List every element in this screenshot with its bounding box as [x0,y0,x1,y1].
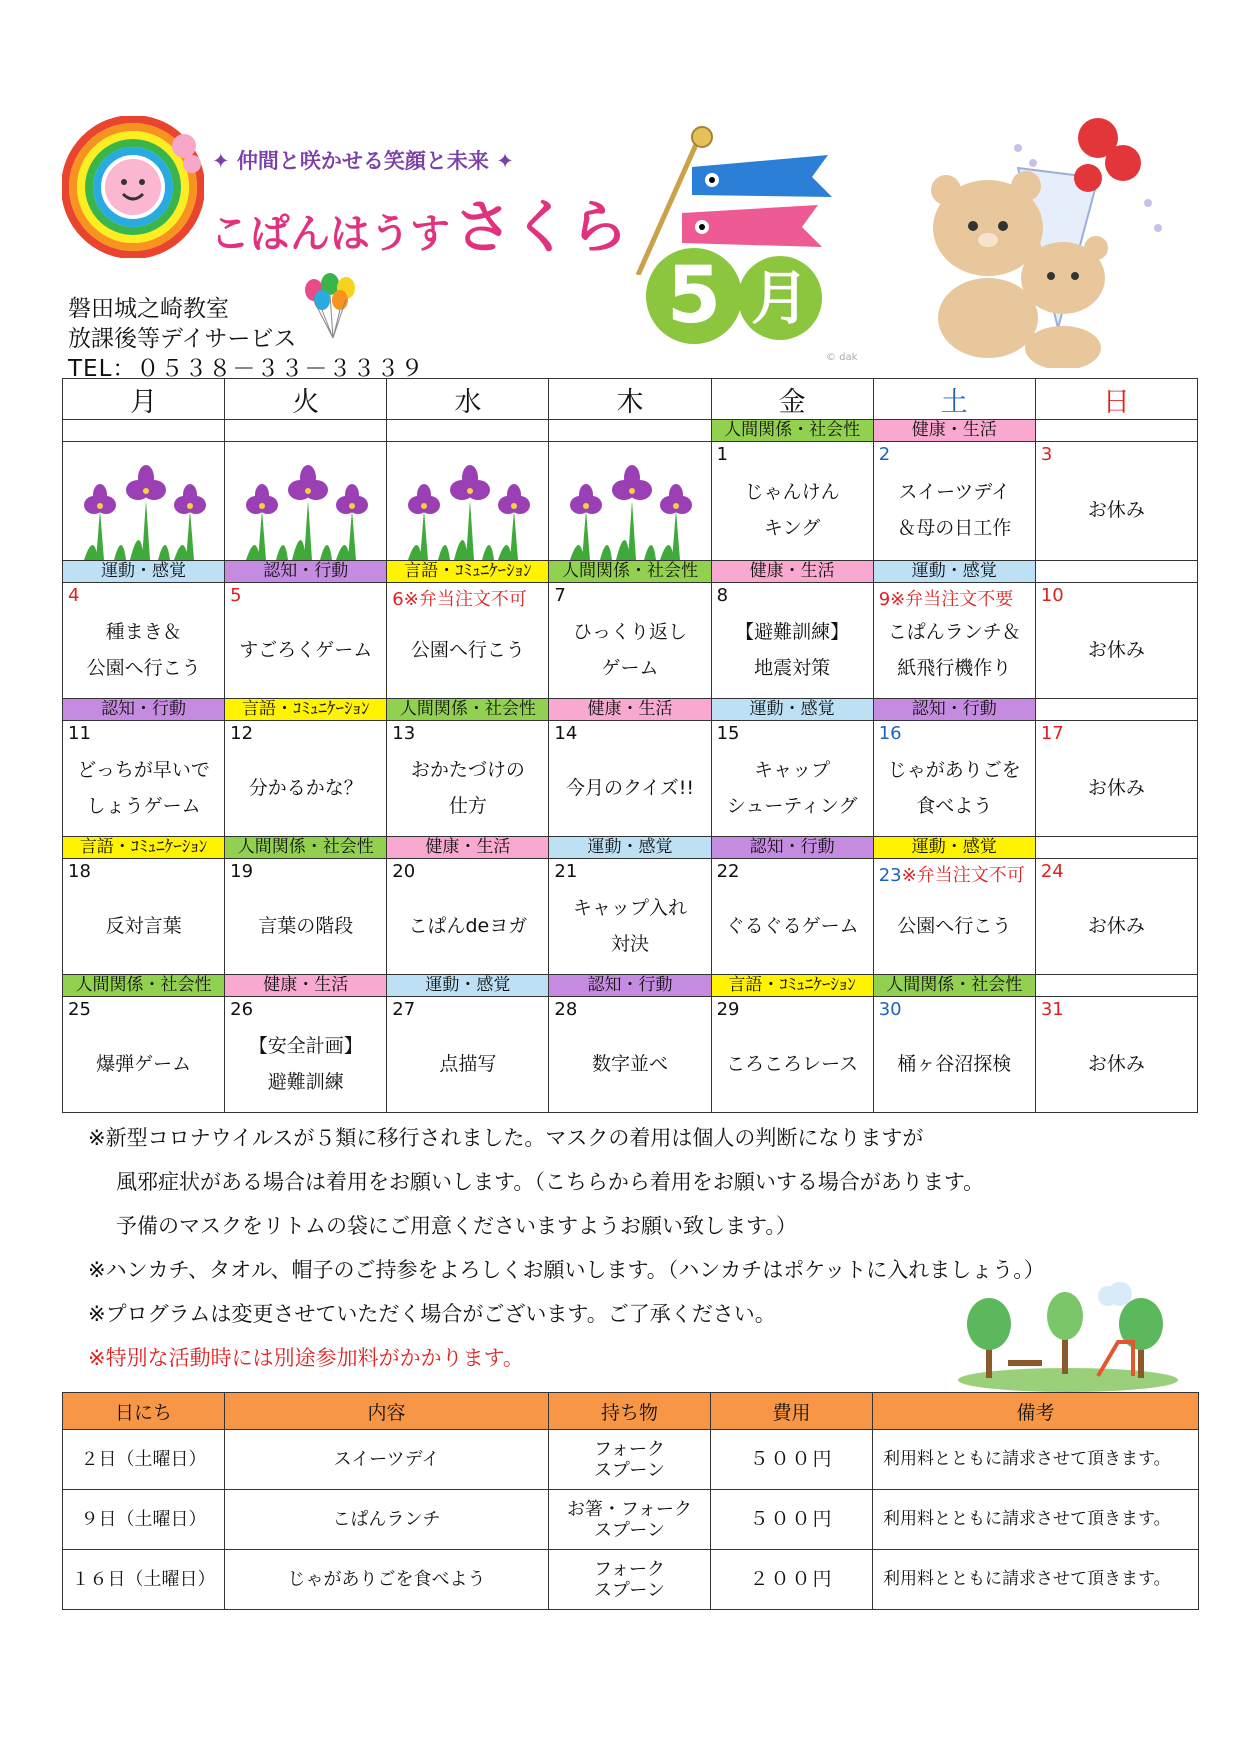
day-cell [1035,997,1197,1113]
day-cell [1035,442,1197,561]
fee-table [62,1392,1199,1610]
category-label [1035,561,1197,583]
day-number: 28 [554,999,578,1020]
category-label [549,420,711,442]
activity [1036,460,1197,560]
day-number: 1 [716,444,729,465]
activity-line: 【避難訓練】 [735,620,850,643]
service-name: 放課後等デイサービス [68,326,297,352]
activity [712,877,873,974]
day-number: 31 [1040,999,1064,1020]
note-line: 予備のマスクをリトムの袋にご用意くださいますようお願い致します。） [116,1214,797,1238]
activity-line: 反対言葉 [105,914,182,937]
weekday-fri: 金 [711,379,873,420]
fee-items [549,1430,711,1490]
day-number: 20 [392,861,416,882]
month-number: 5 [646,248,742,344]
illustration-credit: © dak [826,352,858,363]
week-row [63,442,1198,561]
category-row [63,699,1198,721]
day-cell [225,997,387,1113]
fee-header-items: 持ち物 [549,1393,711,1430]
fee-remarks: 利用料とともに請求させて頂きます。 [873,1550,1199,1610]
category-label [1035,837,1197,859]
month-kanji: 月 [738,256,822,340]
day-number: 27 [392,999,416,1020]
activity-line: 紙飛行機作り [897,656,1012,679]
monthly-calendar [62,378,1198,1113]
activity [1036,877,1197,974]
note-line: ※新型コロナウイルスが５類に移行されました。マスクの着用は個人の判断になりますが [88,1126,924,1150]
day-cell [711,859,873,975]
activity-line: ころころレース [726,1052,859,1075]
activity [387,877,548,974]
activity-line: 爆弾ゲーム [96,1052,192,1075]
weekday-header-row [63,379,1198,420]
fee-items [549,1550,711,1610]
day-number: 8 [716,585,729,606]
activity-line: 桶ヶ谷沼探検 [897,1052,1012,1075]
category-label: 人間関係・社会性 [873,975,1035,997]
activity-line: ＆母の日工作 [897,517,1012,539]
activity-line: 避難訓練 [267,1070,344,1093]
activity-line: こぱんランチ＆ [887,620,1021,643]
activity-line: スイーツデイ [898,481,1011,503]
category-label: 言語・ｺﾐｭﾆｹｰｼｮﾝ [711,975,873,997]
activity [225,739,386,836]
activity [549,739,710,836]
category-label: 認知・行動 [225,561,387,583]
activity-line: お休み [1087,914,1145,937]
activity [1036,601,1197,698]
day-cell [63,859,225,975]
fee-header-cost: 費用 [711,1393,873,1430]
park-illustration [958,1282,1178,1392]
activity-line: キング [763,517,821,539]
day-cell [549,997,711,1113]
day-number: 15 [716,723,740,744]
activity-line: こぱんdeヨガ [408,914,528,937]
day-number: 19 [230,861,254,882]
day-cell [63,997,225,1113]
fee-row [63,1490,1199,1550]
day-cell [225,583,387,699]
day-cell [225,859,387,975]
fee-item: フォーク [593,1558,666,1580]
day-number: 4 [68,585,80,606]
day-number: 22 [716,861,740,882]
category-label: 健康・生活 [225,975,387,997]
category-row [63,975,1198,997]
day-number: 24 [1040,861,1064,882]
day-cell [549,721,711,837]
note-line: ※ハンカチ、タオル、帽子のご持参をよろしくお願いします。（ハンカチはポケットに入れましょう。） [88,1258,1045,1282]
fee-row [63,1550,1199,1610]
activity-line: 仕方 [448,794,487,817]
day-cell [711,997,873,1113]
week-row [63,583,1198,699]
day-number: 29 [716,999,740,1020]
weekday-mon: 月 [63,379,225,420]
day-number: 14 [554,723,578,744]
activity-line: 対決 [610,932,649,955]
brand-title-small: こぱんはうす [210,211,450,257]
activity-line: 種まき＆ [105,620,182,643]
category-label: 健康・生活 [387,837,549,859]
activity-line: じゃんけん [744,481,840,503]
fee-header-remarks: 備考 [873,1393,1199,1430]
activity [712,460,873,560]
category-label: 人間関係・社会性 [387,699,549,721]
phone-number: TEL：０５３８－３３－３３３９ [68,356,425,382]
activity-line: 点描写 [439,1052,497,1075]
activity-line: キャップ入れ [572,896,687,919]
activity-line: 分かるかな？ [248,776,363,799]
day-cell [387,442,549,561]
iris-flower-icon [236,460,376,560]
day-cell [873,721,1035,837]
activity-line: シューティング [726,794,858,817]
day-cell [873,442,1035,561]
activity-line: 【安全計画】 [248,1034,363,1057]
fee-date: ２日（土曜日） [63,1430,225,1490]
category-label: 運動・感覚 [63,561,225,583]
category-label: 言語・ｺﾐｭﾆｹｰｼｮﾝ [63,837,225,859]
fee-item: スプーン [593,1579,666,1601]
day-number: 2 [878,444,891,465]
activity [874,877,1035,974]
category-row [63,837,1198,859]
day-number: 6※弁当注文不可 [392,589,527,610]
category-label: 言語・ｺﾐｭﾆｹｰｼｮﾝ [225,699,387,721]
fee-content: こぱんランチ [225,1490,549,1550]
activity [712,1015,873,1112]
day-cell [225,721,387,837]
activity-line: 公園へ行こう [410,638,525,661]
activity-line: おかたづけの [410,758,525,781]
activity [549,601,710,698]
category-label: 認知・行動 [63,699,225,721]
day-number: 7 [554,585,566,606]
fee-cost: ５００円 [711,1430,873,1490]
activity [874,601,1035,698]
fee-items [549,1490,711,1550]
day-number: 25 [68,999,91,1020]
category-row [63,561,1198,583]
category-label: 言語・ｺﾐｭﾆｹｰｼｮﾝ [387,561,549,583]
day-number: 11 [68,723,91,744]
day-number: 10 [1040,585,1064,606]
activity [225,1015,386,1112]
category-label: 健康・生活 [873,420,1035,442]
day-cell [711,583,873,699]
activity-line: 公園へ行こう [897,914,1012,937]
category-label: 健康・生活 [711,561,873,583]
rainbow-face-logo [62,116,204,258]
activity [387,739,548,836]
category-label: 認知・行動 [711,837,873,859]
activity-line: 言葉の階段 [258,914,354,937]
note-line-important: ※特別な活動時には別途参加料がかかります。 [88,1346,524,1370]
activity [63,877,224,974]
day-number: 5 [230,585,242,606]
classroom-name: 磐田城之崎教室 [68,296,229,322]
category-label: 運動・感覚 [873,837,1035,859]
day-cell [63,442,225,561]
day-number: 30 [878,999,902,1020]
day-number: 16 [878,723,902,744]
day-number: 3 [1040,444,1053,465]
activity [225,877,386,974]
fee-content: スイーツデイ [225,1430,549,1490]
activity [874,1015,1035,1112]
weekday-tue: 火 [225,379,387,420]
day-cell [549,583,711,699]
weekday-wed: 水 [387,379,549,420]
fee-row [63,1430,1199,1490]
fee-date: １６日（土曜日） [63,1550,225,1610]
day-number: 9※弁当注文不要 [878,589,1014,610]
day-cell [873,859,1035,975]
category-label: 運動・感覚 [549,837,711,859]
activity [63,739,224,836]
activity [712,739,873,836]
activity [874,460,1035,560]
day-number: 18 [68,861,91,882]
category-label: 運動・感覚 [711,699,873,721]
day-cell [711,721,873,837]
brand-title-big: さくら [454,193,629,261]
day-cell [387,997,549,1113]
activity-line: お休み [1087,776,1145,799]
activity-line: じゃがありごを [887,758,1021,781]
activity [1036,1015,1197,1112]
category-label: 人間関係・社会性 [63,975,225,997]
category-label [1035,699,1197,721]
iris-flower-icon [398,460,538,560]
activity [225,601,386,698]
weekday-sat: 土 [873,379,1035,420]
category-label [387,420,549,442]
tagline: ✦ 仲間と咲かせる笑顔と未来 ✦ [212,149,514,173]
fee-item: お箸・フォーク [566,1498,693,1520]
day-cell [387,859,549,975]
activity [1036,739,1197,836]
activity [549,1015,710,1112]
activity [549,877,710,974]
day-cell [387,721,549,837]
day-number: 26 [230,999,254,1020]
day-cell [549,859,711,975]
activity-line: すごろくゲーム [239,638,373,661]
activity [387,601,548,698]
day-cell [873,997,1035,1113]
category-label: 運動・感覚 [387,975,549,997]
category-label: 運動・感覚 [873,561,1035,583]
day-cell [1035,859,1197,975]
fee-item: フォーク [593,1438,666,1460]
day-cell [711,442,873,561]
fee-remarks: 利用料とともに請求させて頂きます。 [873,1490,1199,1550]
fee-content: じゃがありごを食べよう [225,1550,549,1610]
day-cell [225,442,387,561]
category-label: 人間関係・社会性 [549,561,711,583]
day-cell [549,442,711,561]
day-cell [1035,583,1197,699]
category-label: 人間関係・社会性 [711,420,873,442]
category-label: 人間関係・社会性 [225,837,387,859]
day-cell [873,583,1035,699]
fee-table-header [63,1393,1199,1430]
fee-date: ９日（土曜日） [63,1490,225,1550]
day-number: 17 [1040,723,1064,744]
fee-cost: ５００円 [711,1490,873,1550]
day-number: 21 [554,861,578,882]
fee-header-content: 内容 [225,1393,549,1430]
day-number-value: 23 [878,865,902,886]
category-row [63,420,1198,442]
activity-line: 今月のクイズ!! [565,776,695,799]
month-badge [646,248,822,354]
note-line: ※プログラムは変更させていただく場合がございます。ご了承ください。 [88,1302,776,1326]
day-cell [387,583,549,699]
activity [387,1015,548,1112]
bears-with-carnations-illustration [908,108,1208,368]
day-number: 12 [230,723,254,744]
week-row [63,997,1198,1113]
activity [874,739,1035,836]
calendar-body [63,420,1198,1113]
weekday-sun: 日 [1035,379,1197,420]
activity [63,601,224,698]
activity-line: ゲーム [601,656,659,679]
week-row [63,859,1198,975]
fee-cost: ２００円 [711,1550,873,1610]
brand-title [210,180,628,264]
category-label [1035,420,1197,442]
activity-line: キャップ [754,758,831,781]
day-number: 13 [392,723,416,744]
fee-remarks: 利用料とともに請求させて頂きます。 [873,1430,1199,1490]
category-label [63,420,225,442]
activity-line: お休み [1087,638,1145,661]
fee-item: スプーン [593,1519,666,1541]
category-label: 認知・行動 [873,699,1035,721]
activity-line: お休み [1087,1052,1145,1075]
balloons-icon [300,270,366,342]
activity [63,1015,224,1112]
activity-line: 地震対策 [754,656,831,679]
activity-line: ひっくり返し [572,620,687,643]
weekday-thu: 木 [549,379,711,420]
fee-item: スプーン [593,1459,666,1481]
activity [712,601,873,698]
category-label: 認知・行動 [549,975,711,997]
fee-header-date: 日にち [63,1393,225,1430]
day-cell [1035,721,1197,837]
activity-line: お休み [1087,499,1145,521]
activity-line: ぐるぐるゲーム [725,914,859,937]
note-line: 風邪症状がある場合は着用をお願いします。（こちらから着用をお願いする場合があります。 [116,1170,985,1194]
day-cell [63,721,225,837]
week-row [63,721,1198,837]
activity-line: 数字並べ [591,1052,668,1075]
day-cell [63,583,225,699]
activity-line: しょうゲーム [86,794,201,817]
category-label [225,420,387,442]
activity-line: 食べよう [916,794,993,817]
activity-line: どっちが早いで [77,758,210,781]
activity-line: 公園へ行こう [86,656,201,679]
day-note: ※弁当注文不可 [901,865,1025,886]
category-label: 健康・生活 [549,699,711,721]
category-label [1035,975,1197,997]
iris-flower-icon [560,460,700,560]
iris-flower-icon [74,460,214,560]
